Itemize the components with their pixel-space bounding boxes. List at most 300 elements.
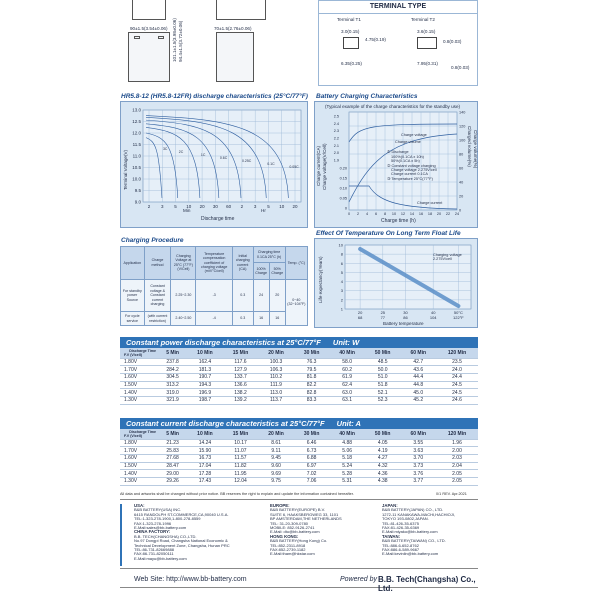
charging-ylabel-right: Charged volume(%) [467, 126, 472, 167]
cp-cell: 198.7 [187, 396, 223, 404]
y-tick-voltage: 2.4 [333, 121, 339, 126]
cp-cell: 20 [269, 279, 285, 312]
x-tick: 30 [212, 204, 218, 209]
cc-table-title-bar [120, 418, 478, 429]
table-row [120, 454, 478, 462]
usa-title: USA: [134, 503, 145, 508]
company-name: B.B. Tech(Changsha) Co., Ltd. [378, 575, 476, 593]
cp-cell: 24.6 [436, 396, 478, 404]
table-row [120, 477, 478, 485]
curve-label: 0.25C [241, 159, 252, 163]
terminal-type-title: TERMINAL TYPE [369, 3, 427, 10]
terminal-dim: 0.8(0.03) [451, 65, 470, 70]
float-life-ylabel: Life expectancy(Years) [318, 256, 323, 303]
cc-cell: 2.03 [436, 454, 478, 462]
y-tick-current: 0.10 [339, 186, 347, 191]
cp-header: Application [121, 247, 145, 280]
cc-table-unit: Unit: A [336, 419, 361, 428]
cc-row-label: 1.30V [120, 477, 158, 485]
y-tick-voltage: 2.2 [333, 136, 339, 141]
cp-cell: 127.9 [223, 366, 259, 374]
cc-cell: 16.73 [187, 454, 223, 462]
x-tick: 20 [357, 310, 363, 315]
cc-cell: 6.73 [294, 447, 330, 455]
legend-item: Charge volume [395, 140, 421, 144]
cp-col-header: 15 Min [223, 348, 259, 358]
y-tick: 6 [340, 260, 343, 266]
europe-text: B&B BATTERY(EUROPE) B.V. SUITE 6, HAAKSBERGWEG 33, 1101 BP AMSTERDAM,THE NETHERLANDS TEL: 31-20-309-0780 MOBILE: 852-9126-2741 E-Mail: dtu@bb-battery.com [270, 507, 342, 535]
cp-cell: 51.0 [365, 373, 401, 381]
y-tick-voltage: 2.3 [333, 129, 339, 134]
cc-cell: 3.70 [400, 454, 436, 462]
cc-col-header: 20 Min [258, 429, 294, 439]
discharge-ylabel: Terminal Voltage(V) [123, 149, 128, 190]
y-tick-voltage: 2.0 [333, 151, 339, 156]
x-tick: 14 [409, 212, 415, 216]
cp-cell: 79.5 [294, 366, 330, 374]
y-tick-right: 60 [459, 166, 464, 171]
y-tick-current: 0 [344, 206, 347, 211]
outline-drawing [118, 0, 313, 85]
table-row [120, 462, 478, 470]
terminal-dim: 4.75(0.19) [365, 37, 386, 42]
y-tick: 2 [340, 297, 343, 303]
x-tick: 25 [380, 310, 386, 315]
table-row [120, 381, 478, 389]
legend-item: ② Constant voltage charging [387, 164, 436, 168]
x-tick: 16 [418, 212, 424, 216]
cp-cell: 44.4 [400, 373, 436, 381]
cc-cell: 5.24 [329, 462, 365, 470]
cc-cell: 6.97 [294, 462, 330, 470]
cc-cell: 11.95 [223, 470, 259, 478]
cc-cell: 4.19 [365, 447, 401, 455]
x-tick: 20 [292, 204, 298, 209]
cc-cell: 2.05 [436, 477, 478, 485]
cc-col-header: 30 Min [294, 429, 330, 439]
cc-cell: 15.90 [187, 447, 223, 455]
cp-col-header: 120 Min [436, 348, 478, 358]
charging-note: (Typical example of the charge characteristics for the standby use) [325, 104, 461, 109]
cc-cell: 3.63 [400, 447, 436, 455]
cc-cell: 3.76 [400, 470, 436, 478]
legend-item: 50%(0.1CA x 5h) [391, 159, 420, 163]
cc-header-row [120, 429, 478, 439]
cp-cell: 45.2 [400, 396, 436, 404]
terminal-t2-label: Terminal T2 [411, 17, 435, 22]
cp-cell: 45.0 [400, 389, 436, 397]
legend-item: Charge voltage 2.275V/cell [391, 168, 437, 172]
cp-cell: 63.1 [329, 396, 365, 404]
cp-cell: 44.8 [400, 381, 436, 389]
cp-cell: 24.0 [436, 366, 478, 374]
cc-col-header: 120 Min [436, 429, 478, 439]
y-tick-voltage: 2.5 [333, 114, 339, 119]
y-tick-right: 40 [459, 180, 464, 185]
cc-cell: 4.88 [329, 439, 365, 447]
taiwan-text: B&B BATTERY(TAIWAN) CO., LTD. TEL:886-6-652-8762 FAX:886-6-589-9667 E-Mail:kevinlin@bb-battery.com [382, 538, 446, 557]
x-tick: 3 [161, 204, 164, 209]
cp-cell: 2.40~2.50 [171, 312, 196, 326]
charging-procedure-table [120, 246, 308, 326]
hk-text: B&B BATTERY(Hong Kong) Co. TEL:852-2311-8918 FAX:852-2739-1182 E-Mail:tham@hkstar.com [270, 538, 328, 557]
charge-current-annot: Charge current [417, 201, 443, 205]
cp-cell: (with current restriction) [144, 312, 171, 326]
cp-cell: 24.5 [436, 389, 478, 397]
charging-ylabel-left2: Charge voltage(V/Cell) [322, 143, 327, 190]
cc-cell: 29.26 [158, 477, 187, 485]
usa-address [134, 504, 230, 561]
y-tick: 5 [340, 269, 343, 275]
cp-header: Initial charging current (CA) [232, 247, 253, 280]
cc-row-label: 1.50V [120, 462, 158, 470]
cc-cell: 5.31 [329, 477, 365, 485]
cc-cell: 4.32 [365, 462, 401, 470]
x-tick: 2 [240, 204, 244, 209]
cp-col-header: 40 Min [329, 348, 365, 358]
x-tick: 20 [436, 212, 442, 216]
x-tick-f: 77 [380, 315, 386, 320]
cp-col-header: 60 Min [400, 348, 436, 358]
cp-header: Charge method [144, 247, 171, 280]
cp-cell: For standby power Source [121, 279, 145, 312]
cp-row-label: 1.80V [120, 358, 158, 366]
cp-cell: 52.3 [365, 396, 401, 404]
cp-cell: 190.7 [187, 373, 223, 381]
japan-title: JAPAN: [382, 503, 398, 508]
cc-corner: Discharge Time F.V (V/cell) [120, 429, 158, 439]
y-tick-right: 80 [459, 152, 464, 157]
cp-header: Temp. (°C) [285, 247, 307, 280]
y-tick: 1 [340, 306, 343, 312]
cp-cell: 100.3 [258, 358, 294, 366]
europe-address [270, 504, 342, 557]
charging-chart-panel [314, 101, 478, 228]
cp-cell: 24.4 [436, 373, 478, 381]
terminal-type-panel [318, 0, 478, 86]
table-row [120, 439, 478, 447]
curve-label: 0.6C [219, 156, 228, 160]
x-tick-f: 68 [357, 315, 363, 320]
cp-cell: 2.25~2.30 [171, 279, 196, 312]
table-row [120, 447, 478, 455]
terminal-dim: 0.8(0.03) [443, 39, 462, 44]
y-tick: 13.0 [132, 107, 141, 113]
x-tick-f: 86 [403, 315, 408, 320]
x-tick: 10 [391, 212, 397, 216]
cc-cell: 3.73 [400, 462, 436, 470]
cp-cell: 139.2 [223, 396, 259, 404]
cp-cell: 136.6 [223, 381, 259, 389]
discharge-chart-title: HR5.8-12 (HR5.8-12FR) discharge characteristics (25°C/77°F) [121, 93, 308, 100]
cc-cell: 2.00 [436, 447, 478, 455]
x-tick: 22 [445, 212, 451, 216]
cp-cell: 60.2 [329, 366, 365, 374]
cc-cell: 5.06 [329, 447, 365, 455]
y-tick: 4 [340, 279, 343, 285]
cc-cell: 7.06 [294, 477, 330, 485]
cc-cell: 11.82 [223, 462, 259, 470]
table-row [120, 396, 478, 404]
charging-ylabel-left: Charge current(CA) [316, 145, 321, 186]
terminal-dim: 7.95(0.31) [417, 61, 438, 66]
cc-cell: 11.57 [223, 454, 259, 462]
china-title: CHINA FACTORY: [134, 529, 171, 535]
y-tick: 3 [340, 288, 343, 294]
charging-chart-title: Battery Charging Characteristics [316, 93, 418, 100]
discharge-chart [121, 102, 309, 229]
cc-cell: 5.18 [329, 454, 365, 462]
curve-label: 3C [162, 147, 168, 151]
cp-row-label: 1.60V [120, 373, 158, 381]
x-tick: 5 [267, 204, 270, 209]
cc-cell: 17.28 [187, 470, 223, 478]
terminal-t1-drawing [343, 37, 359, 49]
cp-cell: 162.4 [187, 358, 223, 366]
cp-header: Temperature compensation coefficient of charging voltage (mV/°C/cell) [196, 247, 233, 280]
y-tick-current: 0.05 [339, 196, 347, 201]
cp-cell: 0.3 [232, 279, 253, 312]
terminal-dim: 6.35(0.25) [341, 61, 362, 66]
cc-cell: 29.00 [158, 470, 187, 478]
cp-cell: 61.9 [329, 373, 365, 381]
cc-cell: 8.61 [258, 439, 294, 447]
cc-cell: 9.11 [258, 447, 294, 455]
y-tick-current: 0.20 [339, 166, 347, 171]
cp-cell: 319.0 [158, 389, 187, 397]
legend-item: Charge current 0.1CA [391, 172, 428, 176]
legend-item: Charge voltage [401, 133, 427, 137]
x-tick: 50°C [453, 310, 463, 315]
cp-cell: 133.7 [223, 373, 259, 381]
legend-item: ① Discharge [387, 150, 409, 154]
cp-cell: 110.2 [258, 373, 294, 381]
float-life-xlabel: Battery temperature [383, 321, 424, 326]
cc-cell: 17.04 [187, 462, 223, 470]
outline-dim-a: 90±1.5(3.54±0.06) [130, 26, 168, 31]
cp-cell: -3 [196, 279, 233, 312]
cp-cell: 62.4 [329, 381, 365, 389]
cc-cell: 17.43 [187, 477, 223, 485]
cp-row-label: 1.70V [120, 366, 158, 374]
cp-cell: 304.5 [158, 373, 187, 381]
table-row [120, 470, 478, 478]
website-link[interactable]: Web Site: http://www.bb-battery.com [134, 576, 247, 583]
cp-subheader: 50% Charge [269, 263, 285, 279]
x-tick-f: 122°F [453, 315, 464, 320]
x-tick: 10 [186, 204, 192, 209]
cp-data-table [120, 348, 478, 405]
cp-cell: 83.3 [294, 396, 330, 404]
cp-cell: 0.3 [232, 312, 253, 326]
address-block [120, 499, 478, 569]
cc-cell: 4.36 [365, 470, 401, 478]
cc-cell: 6.88 [294, 454, 330, 462]
y-tick-voltage: 1.9 [333, 158, 339, 163]
cp-cell: 50.0 [365, 366, 401, 374]
cp-col-header: 30 Min [294, 348, 330, 358]
cc-cell: 7.02 [294, 470, 330, 478]
cp-cell: 48.5 [365, 358, 401, 366]
cc-cell: 3.55 [400, 439, 436, 447]
outline-dim-c: 101.1±1.5(3.98±0.06) [172, 18, 177, 62]
cp-table-title-bar [120, 337, 478, 348]
x-tick: 24 [454, 212, 460, 216]
cc-cell: 14.24 [187, 439, 223, 447]
cp-cell: 111.9 [258, 381, 294, 389]
y-tick-right: 20 [459, 194, 464, 199]
cc-col-header: 15 Min [223, 429, 259, 439]
cp-cell: 16 [269, 312, 285, 326]
charging-xlabel: Charge time (h) [381, 218, 416, 224]
x-tick: 60 [226, 204, 232, 209]
cp-cell: 42.7 [400, 358, 436, 366]
cp-row-label: 1.50V [120, 381, 158, 389]
cc-cell: 2.05 [436, 470, 478, 478]
y-tick: 9.5 [134, 188, 141, 193]
terminal-dim: 3.0(0.15) [341, 29, 360, 34]
y-tick: 12.0 [132, 130, 141, 136]
legend-item: ③ Temperature 25°C(77°F) [387, 177, 433, 181]
curve-label: 0.1C [267, 162, 275, 166]
x-tick: 18 [427, 212, 433, 216]
x-tick: 2 [356, 212, 360, 216]
china-text: B.B. TECH(CHANGSHA) CO.,LTD. No.97 Dongpi Road, Changsha National Economic & Technical Development Zone, Changsha, Hunan PRC TEL:86-731-82669888 FAX:86-731-82050111 E-Mail:mayu@bb-battery.com [134, 533, 230, 561]
cc-cell: 9.45 [258, 454, 294, 462]
x-tick: 5 [174, 204, 177, 209]
cp-table-title: Constant power discharge characteristics at 25°C/77°F [126, 338, 321, 347]
legend-item: 100%(0.1CA x 10h) [391, 155, 424, 159]
cc-cell: 21.23 [158, 439, 187, 447]
cp-cell: 58.0 [329, 358, 365, 366]
charging-procedure-title: Charging Procedure [121, 237, 184, 244]
cp-cell: -4 [196, 312, 233, 326]
terminal-t2-drawing [417, 37, 437, 49]
table-row [120, 389, 478, 397]
y-tick: 10.0 [132, 176, 141, 182]
y-tick: 12.5 [132, 119, 141, 124]
cc-cell: 2.04 [436, 462, 478, 470]
cp-cell: 113.0 [258, 389, 294, 397]
cp-cell: 181.3 [187, 366, 223, 374]
cc-col-header: 5 Min [158, 429, 187, 439]
x-tick: 12 [400, 212, 406, 216]
cp-cell: 0~40 (32~104°F) [285, 279, 307, 325]
cp-header-row [120, 348, 478, 358]
y-tick: 8 [340, 251, 343, 257]
cc-row-label: 1.80V [120, 439, 158, 447]
curve-label: 1C [200, 153, 206, 157]
cp-cell: 106.3 [258, 366, 294, 374]
cp-cell: 23.5 [436, 358, 478, 366]
cp-cell: 113.7 [258, 396, 294, 404]
cp-cell: Constant voltage & Constant current charging [144, 279, 171, 312]
cp-cell: 237.8 [158, 358, 187, 366]
cp-cell: 117.6 [223, 358, 259, 366]
japan-text: B&B BATTERY(JAPAN) CO., LTD. 1272-11 KANAKAWA-MACHI,HACHIOJI, TOKYO 193-0802,JAPAN. TEL:81-426-35-6375 FAX:81-426-35-6369 E-Mail:miyako@bb-battery.com [382, 507, 455, 535]
cp-col-header: 5 Min [158, 348, 187, 358]
y-tick-current: 0.15 [339, 176, 347, 181]
y-tick: 10 [338, 242, 343, 248]
cc-cell: 9.75 [258, 477, 294, 485]
cc-col-header: 10 Min [187, 429, 223, 439]
discharge-xunit-min: Min [183, 208, 191, 213]
y-tick: 11.5 [132, 142, 141, 147]
cc-table-title: Constant current discharge characteristics at 25°C/77°F [126, 419, 325, 428]
footnote: All data and artworks shall be changed without prior notice. BB reserves the right to explain and update the information contained hereafter. [120, 492, 354, 496]
y-tick-voltage: 2.1 [333, 143, 339, 148]
terminal-t1-label: Terminal T1 [337, 17, 361, 22]
cp-cell: 82.8 [294, 389, 330, 397]
cc-cell: 6.46 [294, 439, 330, 447]
x-tick: 4 [365, 212, 369, 216]
cc-cell: 27.68 [158, 454, 187, 462]
x-tick: 10 [279, 204, 285, 209]
usa-text: B&B BATTERY(USA) INC. 6415 RANDOLPH ST.COMMERCE,CA,90040 U.S.A. TEL:1-323-278-1900,1-800-278-8559 FAX:1-323-278-1996 E-Mail:sales@bb-battery.com [134, 507, 229, 531]
cp-col-header: 10 Min [187, 348, 223, 358]
cc-cell: 11.07 [223, 447, 259, 455]
cp-cell: 81.8 [294, 373, 330, 381]
outline-dim-b: 70±1.5(2.76±0.06) [214, 26, 252, 31]
x-tick: 40 [430, 310, 436, 315]
x-tick: 8 [383, 212, 387, 216]
cc-cell: 4.05 [365, 439, 401, 447]
cp-cell: 82.2 [294, 381, 330, 389]
cc-col-header: 50 Min [365, 429, 401, 439]
cp-row-label: 1.40V [120, 389, 158, 397]
cp-row-label: 1.30V [120, 396, 158, 404]
footer [120, 574, 478, 593]
discharge-xunit-hr: Hr [261, 208, 266, 213]
cc-cell: 4.27 [365, 454, 401, 462]
cc-cell: 10.17 [223, 439, 259, 447]
cp-cell: 196.9 [187, 389, 223, 397]
x-tick: 3 [253, 204, 257, 209]
cp-cell: 63.0 [329, 389, 365, 397]
cp-cell: 16 [253, 312, 269, 326]
cc-cell: 12.04 [223, 477, 259, 485]
cp-cell: For cycle service [121, 312, 145, 326]
cc-row-label: 1.40V [120, 470, 158, 478]
cp-cell: 313.2 [158, 381, 187, 389]
y-tick: 11.0 [132, 153, 141, 159]
curve-label: 0.05C [289, 165, 299, 169]
x-tick: 2 [147, 204, 151, 209]
table-row [120, 366, 478, 374]
hk-title: HONG KONG: [270, 533, 299, 539]
discharge-chart-panel [120, 101, 308, 228]
table-row [120, 373, 478, 381]
cp-cell: 24.5 [436, 381, 478, 389]
x-tick-f: 104 [429, 315, 437, 320]
cc-cell: 25.83 [158, 447, 187, 455]
cp-header: Charging time 0.1CA 25°C (h) [253, 247, 285, 263]
terminal-dim: 3.6(0.15) [417, 29, 436, 34]
cc-cell: 9.60 [258, 462, 294, 470]
cc-col-header: 40 Min [329, 429, 365, 439]
revision: 0/1 REV. Apr.2021 [436, 492, 467, 496]
europe-title: EUROPE: [270, 503, 290, 508]
powered-by-label: Powered by [340, 576, 377, 583]
charging-ylabel-right2: Charge volume(%) [473, 130, 478, 169]
cp-cell: 194.3 [187, 381, 223, 389]
cc-row-label: 1.70V [120, 447, 158, 455]
cc-cell: 5.28 [329, 470, 365, 478]
curve-label: 2C [178, 150, 184, 154]
cc-data-table [120, 429, 478, 486]
cc-cell: 3.77 [400, 477, 436, 485]
y-tick-right: 100 [459, 138, 466, 143]
